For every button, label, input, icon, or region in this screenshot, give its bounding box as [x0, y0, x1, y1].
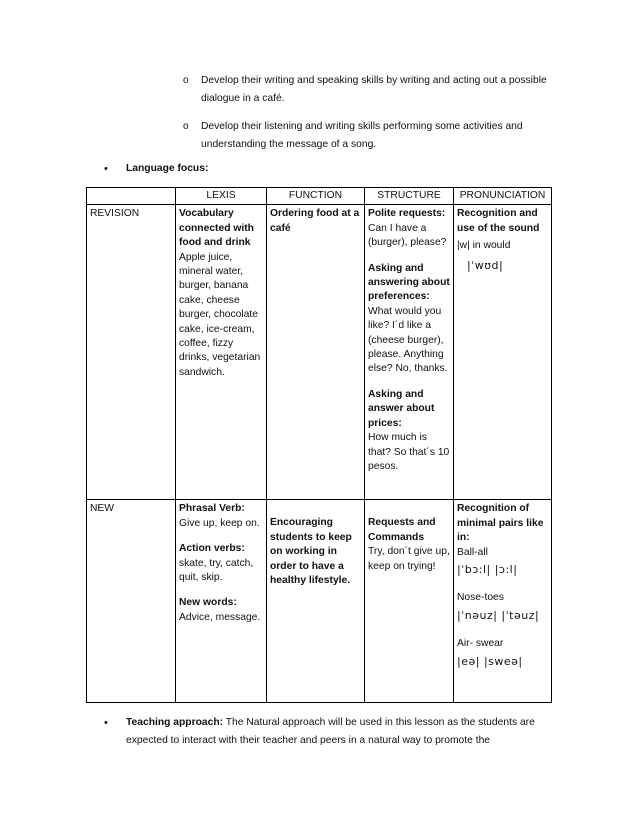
function-text: Encouraging students to keep on working in order to have a healthy lifestyle.	[270, 517, 352, 587]
circle-bullet-icon: o	[183, 75, 189, 86]
minimal-pair-ipa: |eə| |sweə|	[457, 654, 523, 668]
header-cell-empty	[87, 188, 176, 205]
row-label-new: NEW	[87, 500, 176, 703]
circle-bullet-icon: o	[183, 121, 189, 132]
objective-text: Develop their writing and speaking skills by writing and acting out a possible dialogue in a café.	[201, 75, 547, 104]
structure-title: Polite requests:	[368, 208, 446, 220]
header-cell-function: FUNCTION	[267, 188, 365, 205]
row-label-revision: REVISION	[87, 205, 176, 500]
header-cell-structure: STRUCTURE	[365, 188, 454, 205]
teaching-approach-text: The Natural approach will be used in this lesson as the students are expected to interact with their teacher and peers in a natural way to promote the	[126, 717, 535, 746]
minimal-pair-ipa: |ˈnəuz| |ˈtəuz|	[457, 608, 540, 622]
bullet-icon: •	[104, 717, 108, 729]
pronunciation-title: Recognition of minimal pairs like in:	[457, 503, 544, 544]
structure-body: Try, don´t give up, keep on trying!	[368, 546, 450, 572]
phrasal-body: Give up, keep on.	[179, 517, 260, 529]
new-pronunciation-cell	[454, 500, 552, 703]
structure-title: Asking and answer about prices:	[368, 388, 435, 429]
structure-body: Can I have a (burger), please?	[368, 222, 447, 249]
structure-body: What would you like? I´d like a (cheese burger), please. Anything else? No, thanks.	[368, 305, 448, 375]
structure-body: How much is that? So that´s 10 pesos.	[368, 432, 450, 472]
phrasal-title: Phrasal Verb:	[179, 503, 245, 515]
structure-title: Requests and Commands	[368, 517, 436, 543]
objective-text: Develop their listening and writing skills performing some activities and understanding the message of a song.	[201, 121, 523, 150]
revision-lexis-cell	[176, 205, 267, 500]
minimal-pair: Ball-all	[457, 546, 488, 558]
action-title: Action verbs:	[179, 543, 245, 555]
revision-structure-cell	[365, 205, 454, 500]
language-focus-table	[86, 187, 552, 703]
minimal-pair: Air- swear	[457, 638, 504, 650]
language-focus-label: Language focus:	[126, 163, 209, 174]
lexis-title: Vocabulary connected with food and drink	[179, 208, 254, 249]
table-row-new	[87, 500, 552, 703]
structure-title: Asking and answering about preferences:	[368, 262, 450, 303]
function-text: Ordering food at a café	[270, 208, 360, 234]
new-lexis-cell	[176, 500, 267, 703]
minimal-pair-ipa: |ˈbɔ:l| |ɔ:l|	[457, 563, 518, 577]
words-title: New words:	[179, 597, 237, 609]
table-row-revision	[87, 205, 552, 500]
table-header-row	[87, 188, 552, 205]
new-function-cell	[267, 500, 365, 703]
header-cell-lexis: LEXIS	[176, 188, 267, 205]
pronunciation-sound: |w| in would	[457, 240, 511, 252]
pronunciation-title: Recognition and use of the sound	[457, 208, 540, 234]
action-body: skate, try, catch, quit, skip.	[179, 557, 254, 584]
revision-function-cell	[267, 205, 365, 500]
minimal-pair: Nose-toes	[457, 592, 504, 604]
bullet-icon: •	[104, 163, 108, 175]
new-structure-cell	[365, 500, 454, 703]
lexis-body: Apple juice, mineral water, burger, banana cake, cheese burger, chocolate cake, ice-cream, coffee, fizzy drinks, vegetarian sandwich.	[179, 251, 261, 378]
header-cell-pronunciation: PRONUNCIATION	[454, 188, 552, 205]
words-body: Advice, message.	[179, 611, 261, 623]
pronunciation-ipa: |ˈwʊd|	[467, 258, 504, 272]
teaching-approach-label: Teaching approach:	[126, 717, 224, 728]
revision-pronunciation-cell	[454, 205, 552, 500]
